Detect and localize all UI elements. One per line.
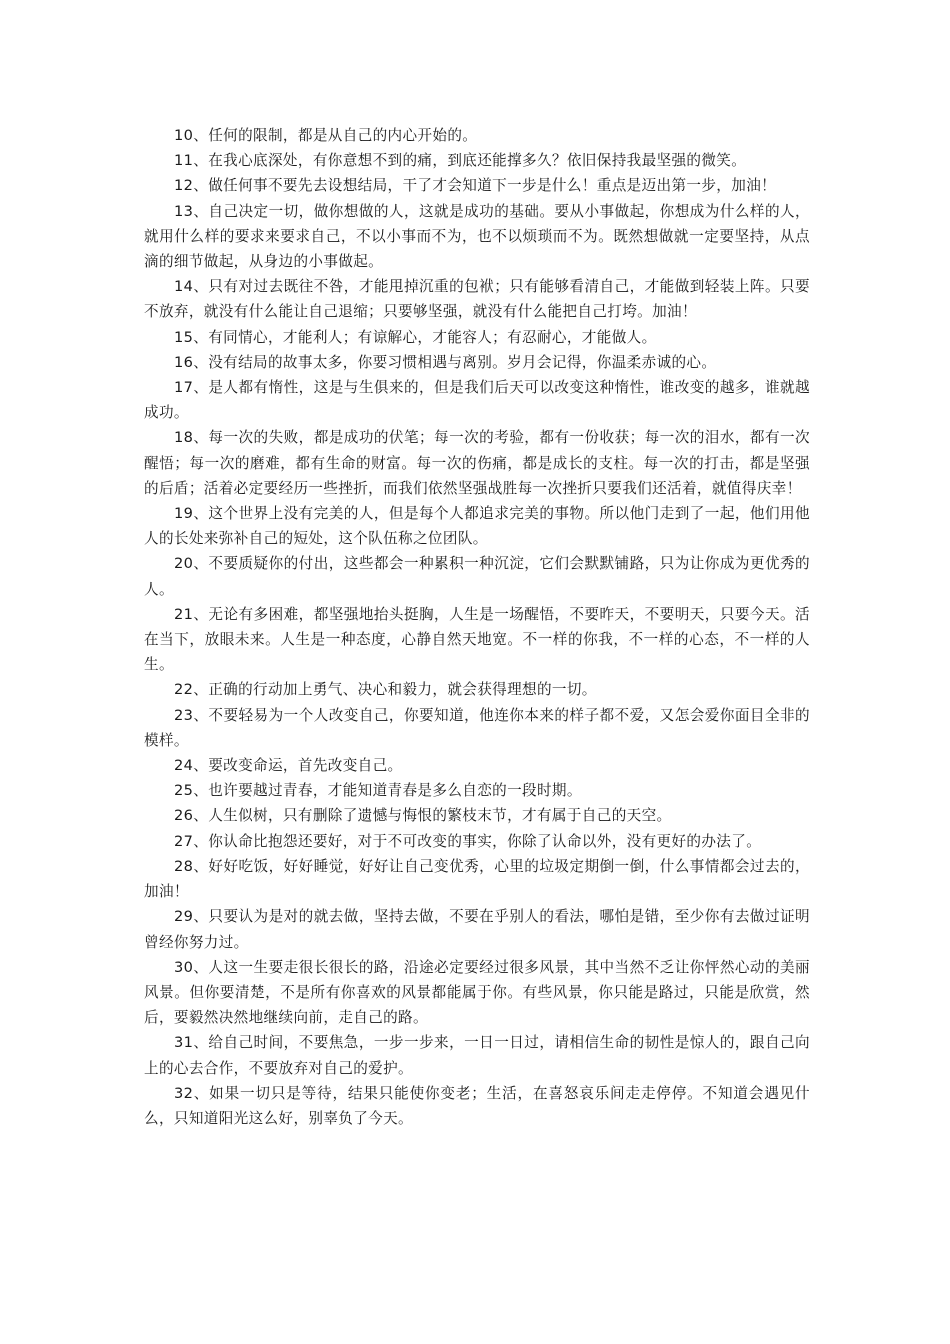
paragraph-14: 14、只有对过去既往不咎，才能甩掉沉重的包袱；只有能够看清自己，才能做到轻装上阵。只要不放弃，就没有什么能让自己退缩；只要够坚强，就没有什么能把自己打垮。加油！	[144, 278, 810, 321]
paragraph-10: 10、任何的限制，都是从自己的内心开始的。	[174, 127, 478, 144]
paragraph-13: 13、自己决定一切，做你想做的人，这就是成功的基础。要从小事做起，你想成为什么样的人，就用什么样的要求来要求自己，不以小事而不为，也不以烦琐而不为。既然想做就一定要坚持，从点滴的细节做起，从身边的小事做起。	[144, 202, 810, 271]
paragraph-15: 15、有同情心，才能利人；有谅解心，才能容人；有忍耐心，才能做人。	[174, 328, 657, 346]
paragraph-21: 21、无论有多困难，都坚强地抬头挺胸，人生是一场醒悟，不要昨天，不要明天，只要今天。活在当下，放眼未来。人生是一种态度，心静自然天地宽。不一样的你我，不一样的心态，不一样的人生。	[144, 605, 810, 674]
paragraph-17: 17、是人都有惰性，这是与生俱来的，但是我们后天可以改变这种惰性，谁改变的越多，谁就越成功。	[144, 379, 810, 422]
paragraph-31: 31、给自己时间，不要焦急，一步一步来，一日一日过，请相信生命的韧性是惊人的，跟自己向上的心去合作，不要放弃对自己的爱护。	[144, 1034, 810, 1077]
paragraph-22: 22、正确的行动加上勇气、决心和毅力，就会获得理想的一切。	[174, 681, 597, 699]
paragraph-19: 19、这个世界上没有完美的人，但是每个人都追求完美的事物。所以他门走到了一起，他们用他人的长处来弥补自己的短处，这个队伍称之位团队。	[144, 505, 810, 548]
paragraph-27: 27、你认命比抱怨还要好，对于不可改变的事实，你除了认命以外，没有更好的办法了。	[174, 832, 762, 850]
paragraph-32: 32、如果一切只是等待，结果只能使你变老；生活，在喜怒哀乐间走走停停。不知道会遇见什么，只知道阳光这么好，别辜负了今天。	[144, 1084, 810, 1127]
paragraph-28: 28、好好吃饭，好好睡觉，好好让自己变优秀，心里的垃圾定期倒一倒，什么事情都会过去的，加油！	[144, 857, 810, 901]
document-body	[144, 123, 810, 1131]
paragraph-16: 16、没有结局的故事太多，你要习惯相遇与离别。岁月会记得，你温柔赤诚的心。	[174, 353, 717, 371]
paragraph-25: 25、也许要越过青春，才能知道青春是多么自恋的一段时期。	[174, 782, 582, 800]
paragraph-23: 23、不要轻易为一个人改变自己，你要知道，他连你本来的样子都不爱，又怎会爱你面目全非的模样。	[144, 706, 810, 749]
paragraph-26: 26、人生似树，只有删除了遗憾与悔恨的繁枝末节，才有属于自己的天空。	[174, 807, 672, 825]
paragraph-18: 18、每一次的失败，都是成功的伏笔；每一次的考验，都有一份收获；每一次的泪水，都有一次醒悟；每一次的磨难，都有生命的财富。每一次的伤痛，都是成长的支柱。每一次的打击，都是坚强的后盾；活着必定要经历一些挫折，而我们依然坚强战胜每一次挫折只要我们还活着，就值得庆幸！	[144, 429, 810, 497]
paragraph-11: 11、在我心底深处，有你意想不到的痛，到底还能撑多久？依旧保持我最坚强的微笑。	[174, 152, 747, 170]
paragraph-24: 24、要改变命运，首先改变自己。	[174, 757, 403, 775]
paragraph-12: 12、做任何事不要先去设想结局，干了才会知道下一步是什么！重点是迈出第一步，加油！	[174, 177, 777, 195]
paragraph-30: 30、人这一生要走很长很长的路，沿途必定要经过很多风景，其中当然不乏让你怦然心动的美丽风景。但你要清楚，不是所有你喜欢的风景都能属于你。有些风景，你只能是路过，只能是欣赏，然后，要毅然决然地继续向前，走自己的路。	[144, 958, 810, 1027]
paragraph-29: 29、只要认为是对的就去做，坚持去做，不要在乎别人的看法，哪怕是错，至少你有去做过证明曾经你努力过。	[144, 908, 810, 951]
paragraph-20: 20、不要质疑你的付出，这些都会一种累积一种沉淀，它们会默默铺路，只为让你成为更优秀的人。	[144, 555, 810, 598]
